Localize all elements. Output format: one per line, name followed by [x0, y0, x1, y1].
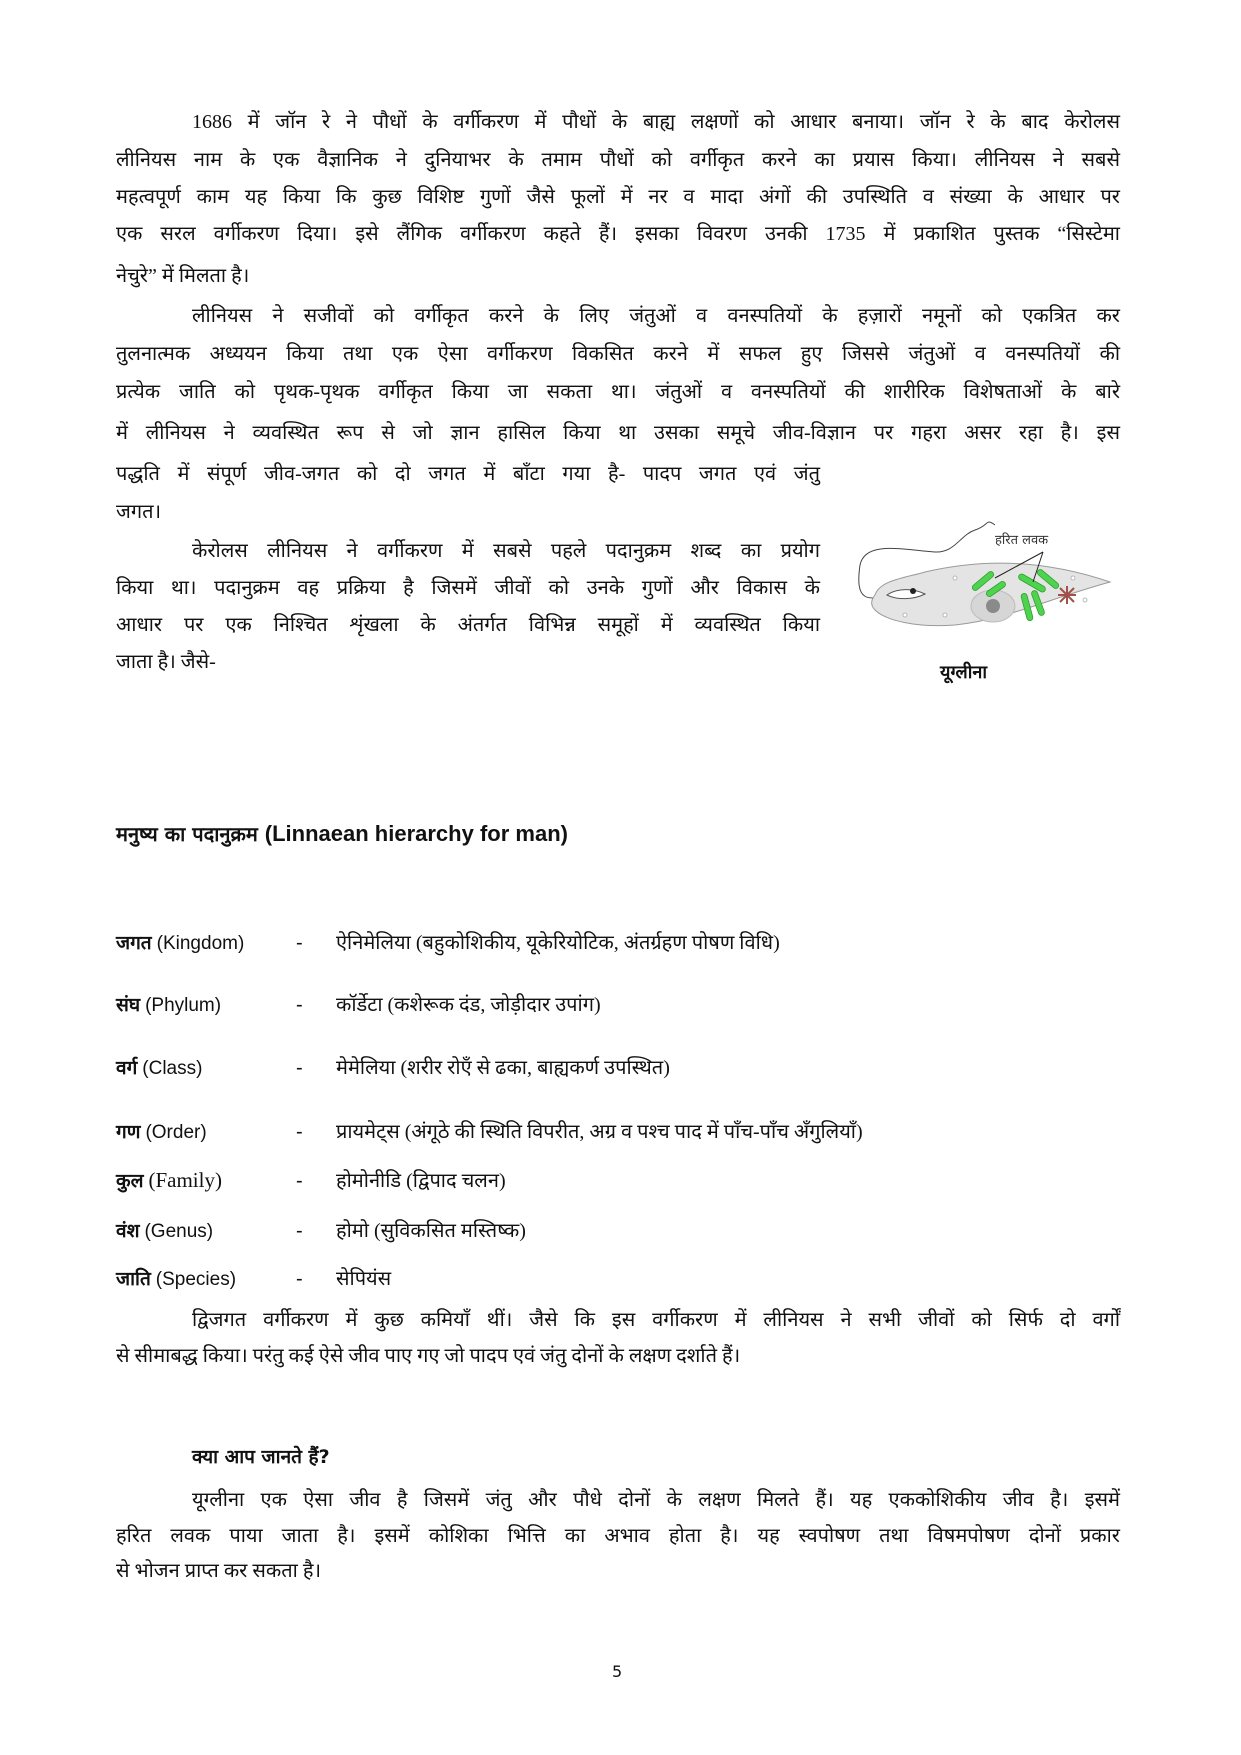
euglena-illustration-icon — [835, 520, 1115, 660]
hierarchy-row-genus — [116, 1216, 526, 1243]
text-line: पद्धति में संपूर्ण जीव-जगत को दो जगत में बाँटा गया है- पादप जगत एवं जंतु — [116, 463, 820, 485]
rank-value: होमो (सुविकसित मस्तिष्क) — [336, 1220, 526, 1242]
text-line: में लीनियस ने व्यवस्थित रूप से जो ज्ञान हासिल किया था उसका समूचे जीव-विज्ञान पर गहरा असर रहा है। इस — [116, 422, 1120, 444]
separator-dash: - — [296, 1057, 303, 1079]
rank-hindi: वंश — [116, 1220, 140, 1242]
rank-value: मेमेलिया (शरीर रोएँ से ढका, बाह्यकर्ण उपस्थित) — [336, 1057, 670, 1079]
rank-english: (Order) — [145, 1122, 207, 1143]
text-line: द्विजगत वर्गीकरण में कुछ कमियाँ थीं। जैसे कि इस वर्गीकरण में लीनियस ने सभी जीवों को सिर्फ दो वर्गों — [192, 1309, 1120, 1331]
rank-english: (Kingdom) — [156, 933, 245, 954]
text-line: से सीमाबद्ध किया। परंतु कई ऐसे जीव पाए गए जो पादप एवं जंतु दोनों के लक्षण दर्शाते हैं। — [116, 1345, 741, 1367]
text-line: आधार पर एक निश्चित शृंखला के अंतर्गत विभिन्न समूहों में व्यवस्थित किया — [116, 614, 820, 636]
hierarchy-row-phylum — [116, 990, 601, 1017]
rank-hindi: कुल — [116, 1170, 144, 1192]
rank-hindi: संघ — [116, 994, 141, 1016]
hierarchy-row-family — [116, 1166, 506, 1193]
figure-caption: यूग्लीना — [940, 662, 988, 683]
separator-dash: - — [296, 1220, 303, 1242]
rank-english: (Genus) — [144, 1221, 214, 1242]
text-line: नेचुरे” में मिलता है। — [116, 265, 250, 287]
text-line: जगत। — [116, 501, 162, 523]
euglena-figure — [835, 520, 1115, 695]
rank-english: (Class) — [142, 1058, 203, 1079]
separator-dash: - — [296, 1170, 303, 1192]
separator-dash: - — [296, 994, 303, 1016]
text-line: 1686 में जॉन रे ने पौधों के वर्गीकरण में पौधों के बाह्य लक्षणों को आधार बनाया। जॉन रे के बाद केरोलस — [192, 111, 1120, 133]
page-number: 5 — [612, 1662, 623, 1681]
text-line: तुलनात्मक अध्ययन किया तथा एक ऐसा वर्गीकरण विकसित करने में सफल हुए जिससे जंतुओं व वनस्पतियों की — [116, 343, 1120, 365]
text-line: हरित लवक पाया जाता है। इसमें कोशिका भित्ति का अभाव होता है। यह स्वपोषण तथा विषमपोषण दोनों प्रकार — [116, 1525, 1120, 1547]
text-line: से भोजन प्राप्त कर सकता है। — [116, 1560, 322, 1582]
rank-hindi: जाति — [116, 1268, 151, 1290]
rank-english: (Family) — [148, 1168, 222, 1192]
text-line: जाता है। जैसे- — [116, 651, 216, 673]
separator-dash: - — [296, 1268, 303, 1290]
text-line: महत्वपूर्ण काम यह किया कि कुछ विशिष्ट गुणों जैसे फूलों में नर व मादा अंगों की उपस्थिति व संख्या के आधार पर — [116, 186, 1120, 208]
rank-hindi: जगत — [116, 932, 152, 954]
rank-value: ऐनिमेलिया (बहुकोशिकीय, यूकेरियोटिक, अंतर्ग्रहण पोषण विधि) — [336, 932, 780, 954]
hierarchy-heading-hindi: मनुष्य का पदानुक्रम — [116, 822, 258, 846]
did-you-know-title: क्या आप जानते हैं? — [192, 1446, 330, 1468]
text-line: लीनियस ने सजीवों को वर्गीकृत करने के लिए जंतुओं व वनस्पतियों के हज़ारों नमूनों को एकत्रित कर — [192, 305, 1120, 327]
text-line: प्रत्येक जाति को पृथक-पृथक वर्गीकृत किया जा सकता था। जंतुओं व वनस्पतियों की शारीरिक विशेषताओं के बारे — [116, 381, 1120, 403]
text-line: यूग्लीना एक ऐसा जीव है जिसमें जंतु और पौधे दोनों के लक्षण मिलते हैं। यह एककोशिकीय जीव है। इसमें — [192, 1489, 1120, 1511]
text-line: केरोलस लीनियस ने वर्गीकरण में सबसे पहले पदानुक्रम शब्द का प्रयोग — [192, 540, 820, 562]
hierarchy-row-class — [116, 1053, 670, 1080]
hierarchy-row-species — [116, 1264, 391, 1291]
rank-value: कॉर्डेटा (कशेरूक दंड, जोड़ीदार उपांग) — [336, 994, 601, 1016]
text-line: किया था। पदानुक्रम वह प्रक्रिया है जिसमें जीवों को उनके गुणों और विकास के — [116, 577, 820, 599]
rank-hindi: गण — [116, 1121, 141, 1143]
rank-english: (Phylum) — [145, 995, 222, 1016]
separator-dash: - — [296, 1121, 303, 1143]
text-line: लीनियस नाम के एक वैज्ञानिक ने दुनियाभर के तमाम पौधों को वर्गीकृत करने का प्रयास किया। लीनियस ने सबसे — [116, 149, 1120, 171]
hierarchy-heading-english: (Linnaean hierarchy for man) — [264, 821, 568, 846]
rank-value: प्रायमेट्स (अंगूठे की स्थिति विपरीत, अग्र व पश्च पाद में पाँच-पाँच अँगुलियाँ) — [336, 1121, 863, 1143]
chloroplast-label: हरित लवक — [995, 533, 1049, 548]
rank-value: होमोनीडि (द्विपाद चलन) — [336, 1170, 506, 1192]
rank-english: (Species) — [155, 1269, 237, 1290]
text-line: एक सरल वर्गीकरण दिया। इसे लैंगिक वर्गीकरण कहते हैं। इसका विवरण उनकी 1735 में प्रकाशित पुस्तक “सिस्टेमा — [116, 223, 1120, 245]
hierarchy-row-kingdom — [116, 928, 780, 955]
hierarchy-heading — [116, 820, 568, 847]
separator-dash: - — [296, 932, 303, 954]
rank-hindi: वर्ग — [116, 1057, 138, 1079]
hierarchy-row-order — [116, 1117, 863, 1144]
rank-value: सेपियंस — [336, 1268, 392, 1290]
